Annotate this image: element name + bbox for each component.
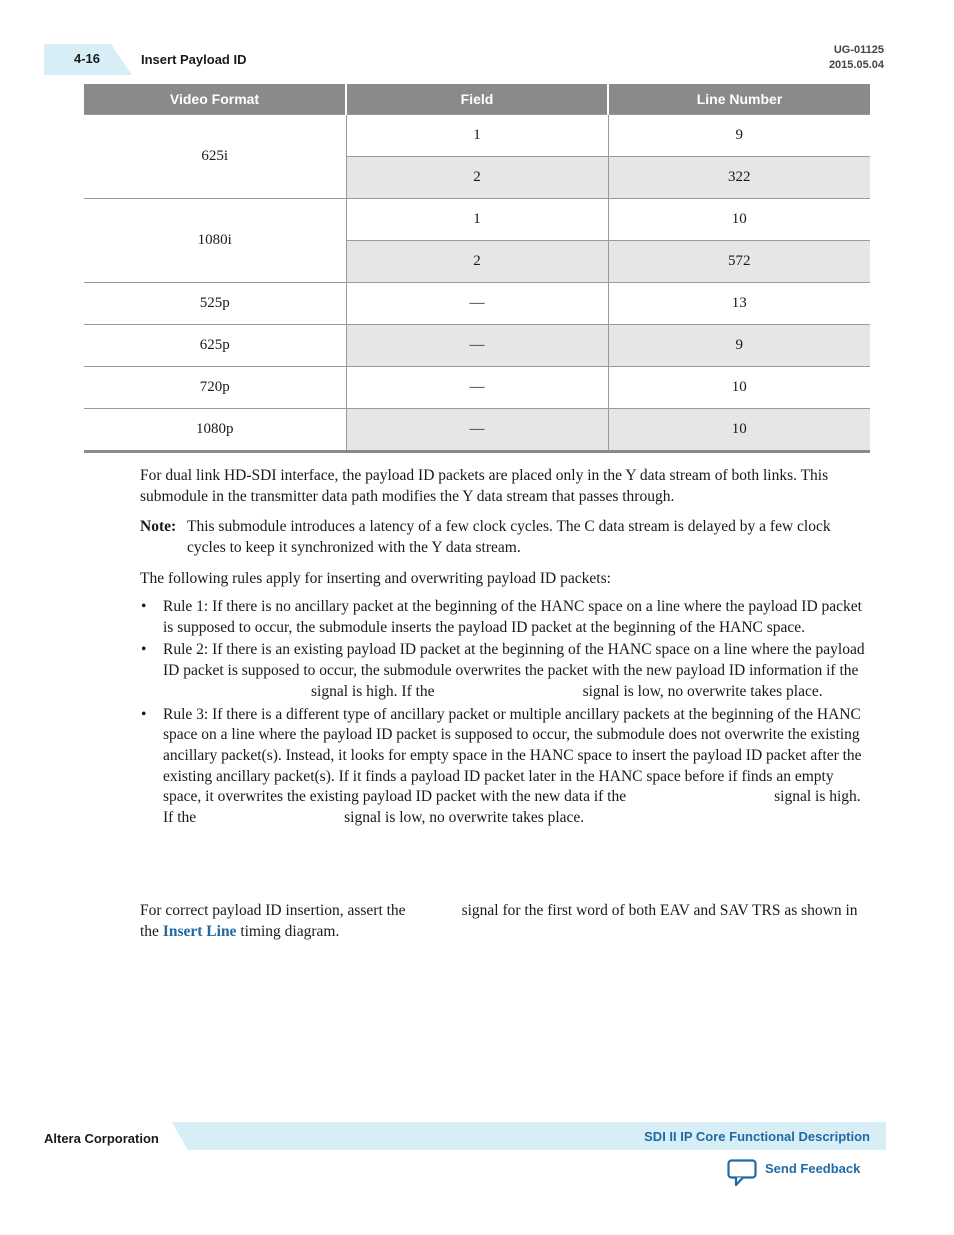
table-row <box>84 409 870 452</box>
p3-text-b: signal for the first word of both EAV and SAV TRS as shown in the <box>140 902 858 940</box>
cell-video-format: 525p <box>84 283 346 325</box>
cell-video-format: 625p <box>84 325 346 367</box>
rule-2-text-c: signal is low, no overwrite takes place. <box>582 682 823 700</box>
column-header-field: Field <box>346 84 608 115</box>
table-row <box>84 325 870 367</box>
cell-field: 2 <box>346 241 608 283</box>
table-row <box>84 115 870 157</box>
cell-line-number: 572 <box>608 241 870 283</box>
cell-video-format: 1080p <box>84 409 346 452</box>
send-feedback-label[interactable]: Send Feedback <box>765 1161 861 1176</box>
rule-3-text-c: signal is low, no overwrite takes place. <box>344 809 585 827</box>
section-title: Insert Payload ID <box>141 52 247 67</box>
payload-id-line-table <box>84 84 870 453</box>
footer-company: Altera Corporation <box>44 1131 159 1146</box>
cell-video-format: 625i <box>84 115 346 199</box>
table-row <box>84 367 870 409</box>
speech-bubble-icon <box>727 1159 757 1187</box>
cell-line-number: 10 <box>608 199 870 241</box>
cell-line-number: 9 <box>608 115 870 157</box>
cell-line-number: 13 <box>608 283 870 325</box>
rules-list <box>140 597 870 831</box>
p3-text-c: timing diagram. <box>240 923 340 940</box>
list-item-rule-2 <box>140 640 870 702</box>
rule-2-text-a: Rule 2: If there is an existing payload ID packet at the beginning of the HANC space on a line where the payload ID packet is supposed to occur, the submodule overwrites the packet with the new payload ID information if the <box>163 641 865 680</box>
list-item-rule-1 <box>140 597 870 638</box>
note-label: Note: <box>140 518 177 535</box>
cell-line-number: 322 <box>608 157 870 199</box>
cell-field: 2 <box>346 157 608 199</box>
p3-text-a: For correct payload ID insertion, assert the <box>140 902 406 919</box>
cell-field: — <box>346 367 608 409</box>
doc-id <box>829 43 884 73</box>
rule-3-text-a: Rule 3: If there is a different type of ancillary packet or multiple ancillary packets at the beginning of the HANC space on a line where the payload ID packet is supposed to occur, the submodule does not overwrite the existing ancillary packet(s). Instead, it looks for empty space in the HANC space to insert the payload ID packet after the existing ancillary packet(s). If it finds a payload ID packet later in the HANC space before if finds an empty space, it overwrites the existing payload ID packet with the new data if the <box>163 705 862 806</box>
cell-line-number: 9 <box>608 325 870 367</box>
table-row <box>84 199 870 241</box>
cell-field: — <box>346 283 608 325</box>
list-item-rule-3 <box>140 705 870 829</box>
cell-video-format: 720p <box>84 367 346 409</box>
cell-line-number: 10 <box>608 367 870 409</box>
note <box>140 516 870 556</box>
cell-field: — <box>346 325 608 367</box>
rule-2-text-b: signal is high. If the <box>311 682 435 700</box>
table-row <box>84 283 870 325</box>
cell-field: — <box>346 409 608 452</box>
doc-id-number: UG-01125 <box>833 44 884 56</box>
cell-line-number: 10 <box>608 409 870 452</box>
cell-video-format: 1080i <box>84 199 346 283</box>
note-text: This submodule introduces a latency of a few clock cycles. The C data stream is delayed by a few clock cycles to keep it synchronized with the Y data stream. <box>187 518 831 556</box>
paragraph-dual-link: For dual link HD-SDI interface, the payload ID packets are placed only in the Y data stream of both links. This submodule in the transmitter data path modifies the Y data stream that passes through. <box>140 467 829 505</box>
table-header-row <box>84 84 870 115</box>
paragraph-correct-insertion <box>140 900 870 942</box>
rule-3-text-b: signal is high. If the <box>163 788 861 827</box>
cell-field: 1 <box>346 199 608 241</box>
paragraph-rules-intro: The following rules apply for inserting and overwriting payload ID packets: <box>140 570 611 587</box>
column-header-video-format: Video Format <box>84 84 346 115</box>
insert-line-link[interactable]: Insert Line <box>162 923 237 940</box>
page-number: 4-16 <box>74 51 101 66</box>
column-header-line-number: Line Number <box>608 84 870 115</box>
footer-section-title: SDI II IP Core Functional Description <box>644 1129 870 1144</box>
doc-date: 2015.05.04 <box>828 59 884 71</box>
cell-field: 1 <box>346 115 608 157</box>
rule-1-text: Rule 1: If there is no ancillary packet at the beginning of the HANC space on a line where the payload ID packet is supposed to occur, the submodule inserts the payload ID packet at the beginning of the HANC space. <box>163 598 862 636</box>
